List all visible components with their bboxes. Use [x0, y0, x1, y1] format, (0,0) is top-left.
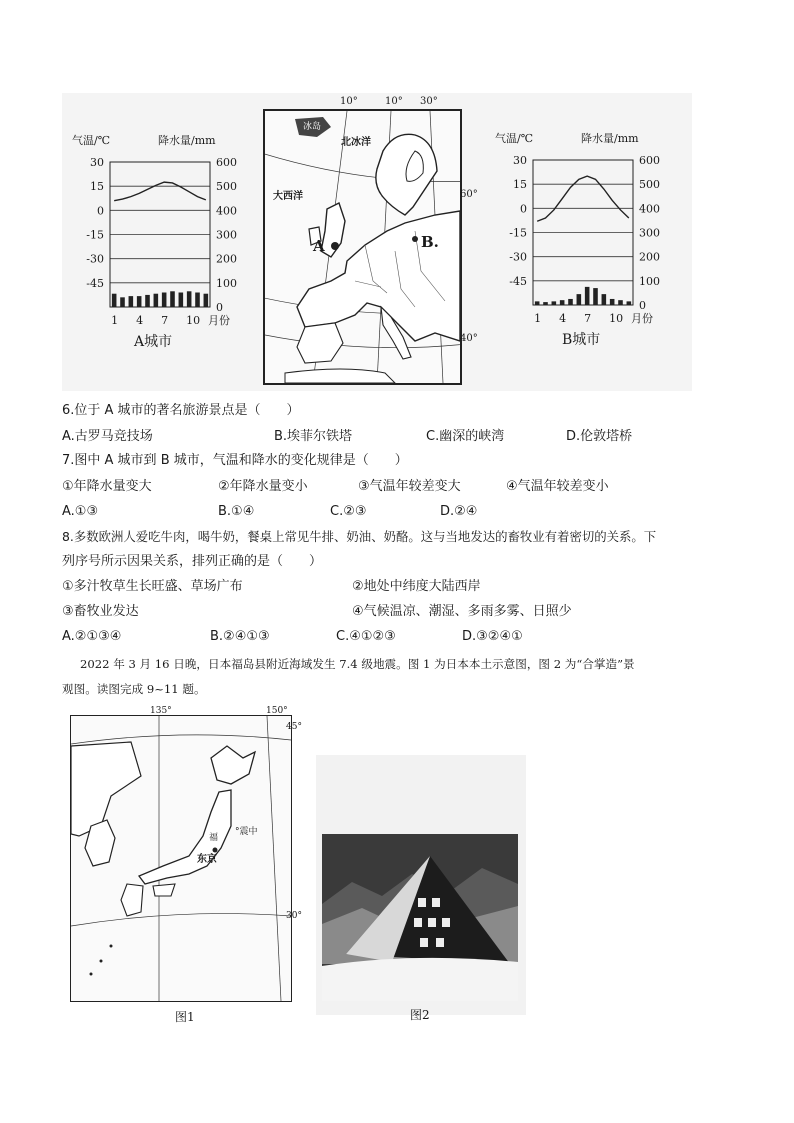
precipitation-tick-label: 300 — [639, 226, 660, 240]
month-tick-label: 1 — [534, 312, 542, 325]
kyushu-shape — [121, 884, 143, 916]
question-7-option-d[interactable]: D.②④ — [440, 504, 478, 519]
graticule-line — [71, 914, 291, 926]
iberia-shape — [297, 323, 343, 363]
temperature-tick-label: 15 — [90, 180, 104, 194]
temperature-tick-label: 0 — [520, 202, 527, 216]
map-label-iceland: 冰岛 — [303, 122, 322, 132]
precipitation-bar — [112, 294, 117, 307]
figure-2-caption: 图2 — [410, 1008, 430, 1022]
month-axis-label: 月份 — [208, 314, 230, 327]
precipitation-bar — [560, 300, 565, 305]
precipitation-tick-label: 100 — [639, 274, 660, 288]
map-label-lon-10w: 10° — [340, 96, 358, 107]
precipitation-tick-label: 300 — [216, 228, 237, 242]
temperature-tick-label: -45 — [509, 274, 527, 288]
house-window — [428, 918, 436, 927]
question-8-item-4: ④气候温凉、潮湿、多雨多雾、日照少 — [352, 604, 572, 619]
question-8-option-a[interactable]: A.②①③④ — [62, 629, 122, 644]
question-8-option-d[interactable]: D.③②④① — [462, 629, 523, 644]
precipitation-bar — [585, 287, 590, 305]
temperature-line — [537, 176, 629, 221]
question-7-option-b[interactable]: B.①④ — [218, 504, 255, 519]
gassho-photo — [322, 834, 518, 1001]
temperature-tick-label: 0 — [97, 204, 104, 218]
question-8-option-c[interactable]: C.④①②③ — [336, 629, 396, 644]
shikoku-shape — [153, 884, 175, 896]
house-window — [432, 898, 440, 907]
question-8-option-b[interactable]: B.②④①③ — [210, 629, 270, 644]
question-8-stem-line1: 8.多数欧洲人爱吃牛肉，喝牛奶，餐桌上常见牛排、奶油、奶酪。这与当地发达的畜牧业有着密切的关系。下 — [62, 529, 657, 544]
climate-chart-a-svg — [70, 130, 270, 355]
precipitation-bar — [195, 293, 200, 308]
japan-map — [70, 715, 292, 1002]
graticule-line — [71, 735, 291, 744]
temperature-tick-label: 15 — [513, 178, 527, 192]
month-tick-label: 10 — [186, 314, 201, 327]
chart-b-caption: B城市 — [562, 332, 601, 348]
intro-line2: 观图。读图完成 9~11 题。 — [62, 682, 206, 696]
japan-label-lat-30: 30° — [286, 911, 302, 921]
precipitation-bar — [145, 295, 150, 307]
precipitation-bar — [543, 302, 548, 305]
question-7-item-2: ②年降水量变小 — [218, 479, 308, 494]
map-label-lon-10e: 10° — [385, 96, 403, 107]
precipitation-bar — [568, 299, 573, 305]
question-6-option-a[interactable]: A.古罗马竞技场 — [62, 429, 153, 444]
question-6-option-c[interactable]: C.幽深的峡湾 — [426, 429, 505, 444]
precipitation-tick-label: 0 — [639, 299, 646, 312]
japan-label-lon-150: 150° — [266, 706, 288, 716]
month-tick-label: 10 — [609, 312, 624, 325]
precipitation-bar — [137, 296, 142, 307]
temperature-tick-label: -30 — [86, 252, 104, 266]
precipitation-bar — [170, 291, 175, 307]
question-8-item-2: ②地处中纬度大陆西岸 — [352, 579, 481, 594]
precipitation-bar — [154, 294, 159, 307]
temperature-tick-label: 30 — [513, 154, 527, 167]
question-7-stem: 7.图中 A 城市到 B 城市，气温和降水的变化规律是（ ） — [62, 453, 408, 468]
temperature-line — [114, 182, 206, 201]
map-label-lat-60: 60° — [460, 189, 478, 200]
precipitation-tick-label: 600 — [639, 154, 660, 167]
temperature-axis-label: 气温/℃ — [72, 134, 111, 147]
precipitation-bar — [129, 296, 134, 307]
question-7-item-4: ④气温年较差变小 — [506, 479, 609, 494]
climate-chart-b — [493, 128, 693, 353]
temperature-tick-label: 30 — [90, 156, 104, 169]
question-7-item-3: ③气温年较差变大 — [358, 479, 461, 494]
temperature-tick-label: -30 — [509, 250, 527, 264]
precipitation-bar — [120, 297, 125, 307]
precipitation-bar — [204, 294, 209, 307]
city-a-marker — [331, 242, 339, 250]
precipitation-tick-label: 400 — [216, 204, 237, 218]
hokkaido-shape — [211, 746, 255, 784]
map-label-city-b: B. — [421, 233, 439, 251]
japan-map-svg — [71, 716, 291, 1001]
island-dot — [110, 945, 113, 948]
month-tick-label: 7 — [584, 312, 592, 325]
europe-map — [263, 109, 462, 385]
japan-label-lon-135: 135° — [150, 706, 172, 716]
question-6-option-b[interactable]: B.埃菲尔铁塔 — [274, 429, 353, 444]
precipitation-tick-label: 400 — [639, 202, 660, 216]
precipitation-bar — [610, 299, 615, 305]
precipitation-axis-label: 降水量/mm — [581, 132, 639, 145]
temperature-tick-label: -45 — [86, 276, 104, 290]
mainland-shape — [297, 211, 460, 341]
precipitation-bar — [577, 294, 582, 305]
question-6-stem: 6.位于 A 城市的著名旅游景点是（ ） — [62, 403, 300, 418]
figure-1-caption: 图1 — [175, 1010, 195, 1024]
question-7-item-1: ①年降水量变大 — [62, 479, 152, 494]
map-label-north-ocean: 北冰洋 — [341, 137, 371, 148]
precipitation-bar — [618, 300, 623, 305]
japan-label-epicenter: °震中 — [235, 827, 258, 837]
japan-label-tokyo: 东京 — [197, 854, 217, 865]
precipitation-axis-label: 降水量/mm — [158, 134, 216, 147]
map-label-atlantic: 大西洋 — [273, 191, 303, 202]
question-7-option-a[interactable]: A.①③ — [62, 504, 99, 519]
question-8-stem-line2: 列序号所示因果关系，排列正确的是（ ） — [62, 554, 323, 569]
question-8-item-1: ①多汁牧草生长旺盛、草场广布 — [62, 579, 243, 594]
climate-chart-a — [70, 130, 270, 355]
japan-label-lat-45: 45° — [286, 722, 302, 732]
precipitation-tick-label: 500 — [639, 178, 660, 192]
japan-label-fukushima: 福 — [209, 833, 219, 843]
gassho-photo-svg — [322, 834, 518, 1001]
month-axis-label: 月份 — [631, 312, 653, 325]
month-tick-label: 1 — [111, 314, 119, 327]
precipitation-tick-label: 200 — [216, 252, 237, 266]
house-window — [442, 918, 450, 927]
precipitation-bar — [535, 301, 540, 305]
temperature-tick-label: -15 — [509, 226, 527, 240]
precipitation-bar — [627, 301, 632, 305]
island-dot — [90, 973, 93, 976]
precipitation-bar — [593, 288, 598, 305]
house-window — [436, 938, 444, 947]
precipitation-bar — [602, 294, 607, 305]
precipitation-bar — [162, 293, 167, 308]
africa-coast — [285, 369, 395, 383]
question-6-option-d[interactable]: D.伦敦塔桥 — [566, 429, 633, 444]
intro-line1: 2022 年 3 月 16 日晚，日本福岛县附近海域发生 7.4 级地震。图 1 为日本本土示意图，图 2 为“合掌造”景 — [80, 657, 635, 671]
precipitation-tick-label: 200 — [639, 250, 660, 264]
temperature-tick-label: -15 — [86, 228, 104, 242]
precipitation-tick-label: 600 — [216, 156, 237, 169]
precipitation-bar — [187, 291, 192, 307]
month-tick-label: 7 — [161, 314, 169, 327]
precipitation-bar — [552, 301, 557, 305]
island-dot — [100, 960, 103, 963]
question-7-option-c[interactable]: C.②③ — [330, 504, 367, 519]
question-8-item-3: ③畜牧业发达 — [62, 604, 139, 619]
house-window — [418, 898, 426, 907]
map-label-lat-40: 40° — [460, 333, 478, 344]
temperature-axis-label: 气温/℃ — [495, 132, 534, 145]
snow-ground — [322, 958, 518, 1001]
precipitation-tick-label: 500 — [216, 180, 237, 194]
precipitation-tick-label: 100 — [216, 276, 237, 290]
chart-a-caption: A城市 — [134, 334, 173, 350]
meridian-150 — [267, 716, 281, 1001]
house-window — [420, 938, 428, 947]
month-tick-label: 4 — [559, 312, 567, 325]
precipitation-tick-label: 0 — [216, 301, 223, 314]
map-label-city-a: A — [313, 237, 325, 255]
month-tick-label: 4 — [136, 314, 144, 327]
map-label-lon-30e: 30° — [420, 96, 438, 107]
house-window — [414, 918, 422, 927]
climate-chart-b-svg — [493, 128, 693, 353]
city-b-marker — [412, 236, 418, 242]
precipitation-bar — [179, 293, 184, 308]
